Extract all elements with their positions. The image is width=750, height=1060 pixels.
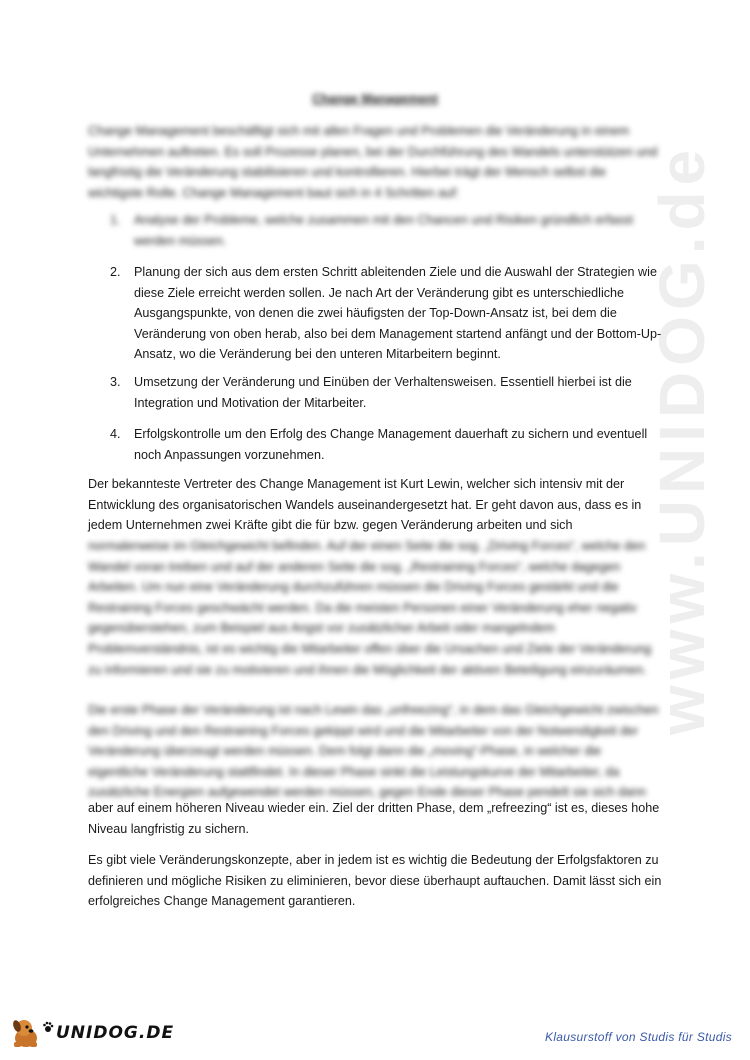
list-item-number: 1. xyxy=(110,213,121,227)
list-item-text: Planung der sich aus dem ersten Schritt ableitenden Ziele und die Auswahl der Strategien wie diese Ziele erreicht werden sollen. Je nach Art der Veränderung gibt es unterschiedliche Ausgangspunkte, von denen die zwei häufigsten der Top-Down-Ansatz ist, bei dem die Veränderung von oben herab, also bei dem Management startend anfängt und der Bottom-Up-Ansatz, wo die Veränderung bei den unteren Mitarbeitern beginnt. xyxy=(134,265,662,362)
list-item-number: 4. xyxy=(110,427,121,441)
footer-logo xyxy=(8,1016,174,1050)
list-item-text: Analyse der Probleme, welche zusammen mit den Chancen und Risiken gründlich erfasst werden müssen. xyxy=(134,213,634,248)
phase-paragraph-visible: aber auf einem höheren Niveau wieder ein. Ziel der dritten Phase, dem „refreezing“ ist es, dieses hohe Niveau langfristig zu sichern. xyxy=(88,801,660,836)
phase-paragraph-blurred: Die erste Phase der Veränderung ist nach Lewin das „unfreezing“, in dem das Gleichgewicht zwischen den Driving und den Restraining Forces gekippt wird und die Mitarbeiter von der Notwendigkeit der Veränderung überzeugt werden müssen. Dem folgt dann die „moving“-Phase, in welcher die eigentliche Veränderung stattfindet. In dieser Phase sinkt die Leistungskurve der Mitarbeiter, da zusätzliche Energien aufgewendet werden müssen, gegen Ende dieser Phase pendelt sie sich dann xyxy=(88,703,659,800)
list-item xyxy=(110,372,663,413)
conclusion-paragraph: Es gibt viele Veränderungskonzepte, aber in jedem ist es wichtig die Bedeutung der Erfolgsfaktoren zu definieren und mögliche Risiken zu eliminieren, bevor diese überhaupt auftauchen. Damit lässt sich ein erfolgreiches Change Management garantieren. xyxy=(88,853,662,909)
lewin-paragraph-visible: Der bekannteste Vertreter des Change Management ist Kurt Lewin, welcher sich intensiv mit der Entwicklung des organisatorischen Wandels auseinandergesetzt hat. Er geht davon aus, dass es in jedem Unternehmen zwei Kräfte gibt die für bzw. gegen Veränderung arbeiten und sich xyxy=(88,477,642,533)
lewin-paragraph-blurred: normalerweise im Gleichgewicht befinden. Auf der einen Seite die sog. „Driving Forces“, welche den Wandel voran treiben und auf der anderen Seite die sog. „Restraining Forces“, welche dagegen Arbeiten. Um nun eine Veränderung durchzuführen müssen die Driving Forces gestärkt und die Restraining Forces geschwächt werden. Da die meisten Personen einer Veränderung eher negativ gegenüberstehen, zum Beispiel aus Angst vor zusätzlicher Arbeit oder mangelndem Problemverständnis, ist es wichtig die Mitarbeiter offen über die Ursachen und Ziele der Veränderung zu informieren und sie zu motivieren und ihnen die Möglichkeit der aktiven Beteiligung einzuräumen. xyxy=(88,539,652,677)
footer-tagline: Klausurstoff von Studis für Studis xyxy=(545,1030,732,1044)
list-item-text: Umsetzung der Veränderung und Einüben der Verhaltensweisen. Essentiell hierbei ist die Integration und Motivation der Mitarbeiter. xyxy=(134,375,632,410)
list-item xyxy=(110,210,663,251)
intro-paragraph: Change Management beschäftigt sich mit allen Fragen und Problemen die Veränderung in einem Unternehmen auftreten. Es soll Prozesse planen, bei der Durchführung des Wandels unterstützen und langfristig die Veränderung stabilisieren und kontrollieren. Hierbei trägt der Mensch selbst die wichtigste Rolle. Change Management baut sich in 4 Schritten auf: xyxy=(88,124,658,200)
list-item xyxy=(110,262,663,365)
list-item xyxy=(110,424,663,465)
footer-brand: UNIDOG.DE xyxy=(56,1023,175,1043)
list-item-number: 3. xyxy=(110,375,121,389)
list-item-number: 2. xyxy=(110,265,121,279)
paw-icon xyxy=(42,1021,54,1033)
dog-mascot-icon xyxy=(8,1016,44,1050)
document-title: Change Management xyxy=(312,92,438,106)
list-item-text: Erfolgskontrolle um den Erfolg des Change Management dauerhaft zu sichern und eventuell noch Anpassungen vorzunehmen. xyxy=(134,427,648,462)
watermark: www.UNIDOG.de xyxy=(646,143,718,735)
